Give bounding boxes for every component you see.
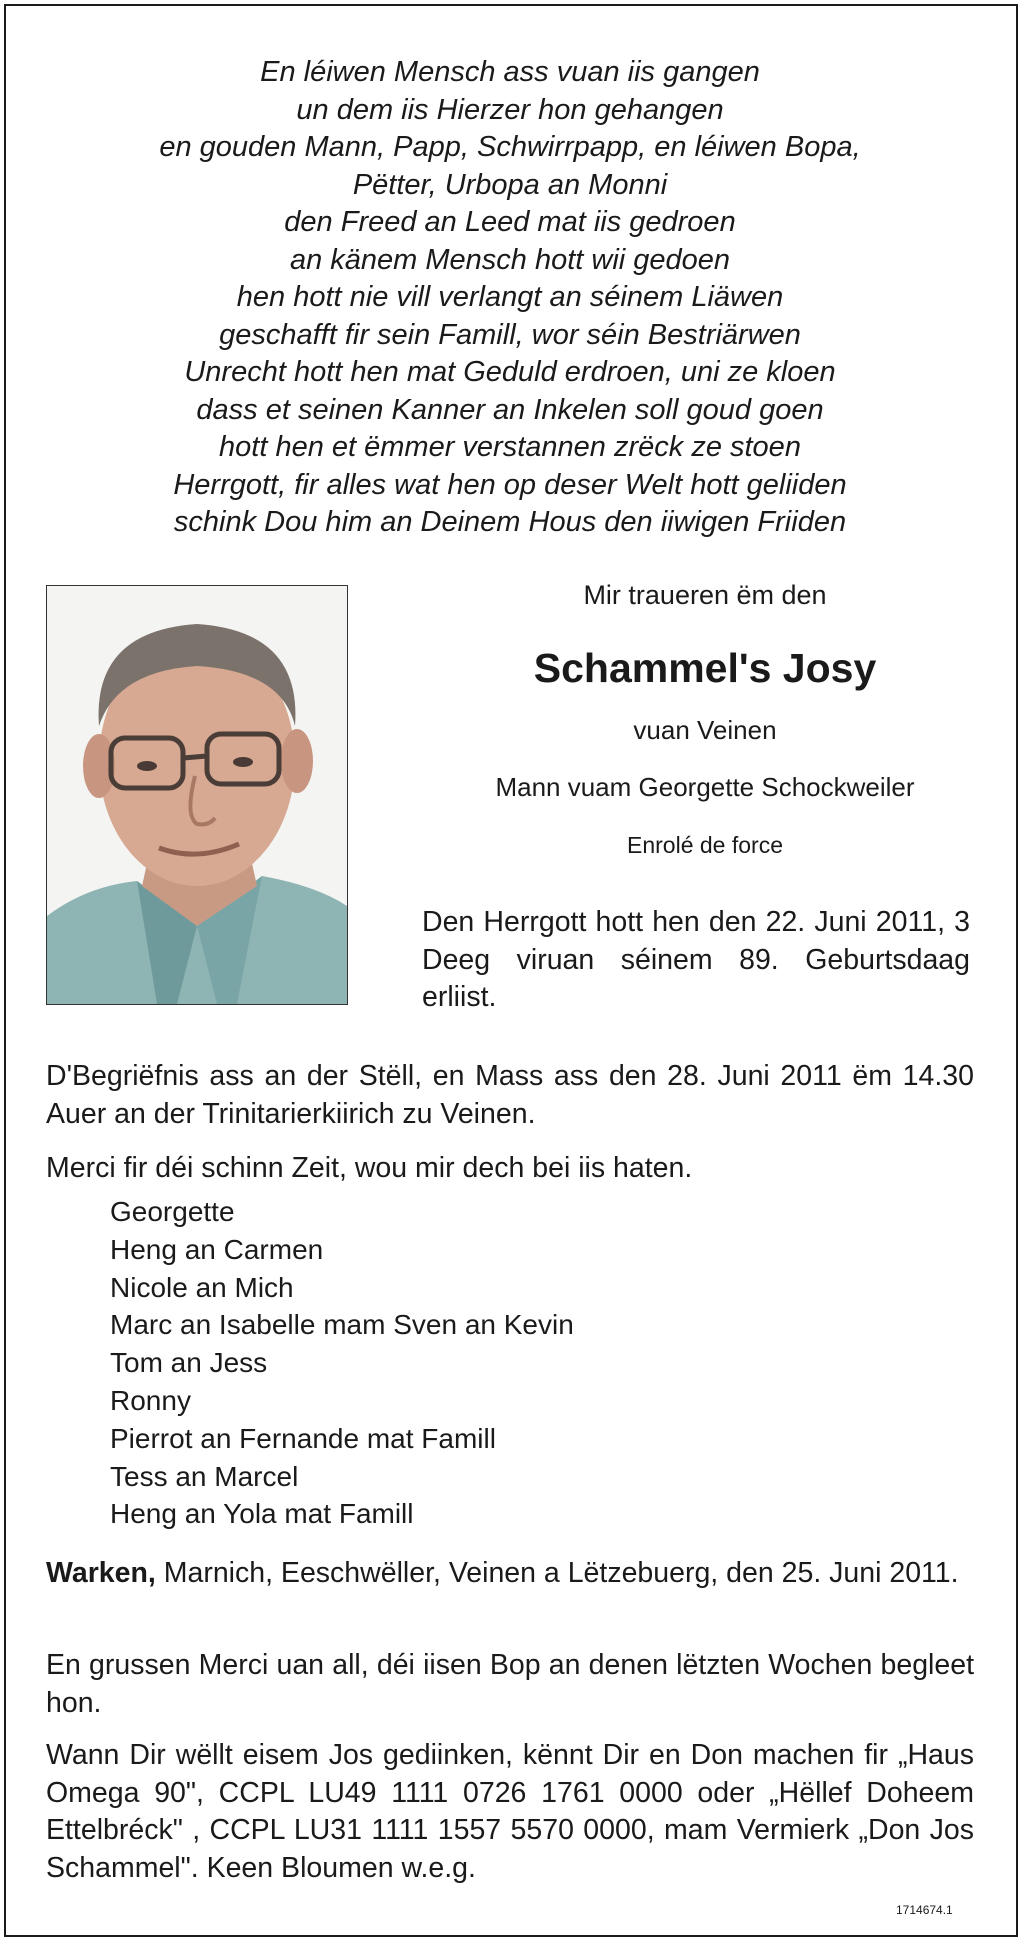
poem-line: Herrgott, fir alles wat hen op deser Welt hott geliiden — [173, 468, 847, 501]
poem-line: an känem Mensch hott wii gedoen — [289, 243, 731, 276]
family-member: Ronny — [110, 1384, 191, 1416]
reference-number: 1714674.1 — [896, 1903, 953, 1917]
death-notice: Den Herrgott hott hen den 22. Juni 2011, 3 Deeg viruan séinem 89. Geburtsdaag erliist. — [422, 906, 970, 1013]
thank-you-note: Merci fir déi schinn Zeit, wou mir dech bei iis haten. — [46, 1152, 693, 1184]
poem-line: un dem iis Hierzer hon gehangen — [296, 93, 724, 126]
poem-line: Pëtter, Urbopa an Monni — [352, 168, 668, 201]
place-bold: Warken, — [46, 1557, 156, 1589]
poem-line: dass et seinen Kanner an Inkelen soll goud goen — [196, 393, 824, 426]
family-member: Tom an Jess — [110, 1347, 268, 1379]
family-member: Pierrot an Fernande mat Famill — [110, 1422, 496, 1454]
deceased-spouse: Mann vuam Georgette Schockweiler — [495, 772, 915, 802]
place-rest: Marnich, Eeschwëller, Veinen a Lëtzebuerg, den 25. Juni 2011. — [155, 1557, 959, 1589]
family-member: Georgette — [110, 1196, 235, 1227]
place-and-date — [46, 1555, 974, 1593]
family-list — [110, 1193, 574, 1533]
funeral-details: D'Begriëfnis ass an der Stëll, en Mass ass den 28. Juni 2011 ëm 14.30 Auer an der Trinitarierkiirich zu Veinen. — [46, 1060, 974, 1130]
poem-line: geschafft fir sein Famill, wor séin Bestriärwen — [219, 318, 801, 351]
family-member: Heng an Yola mat Famill — [110, 1498, 414, 1530]
family-member: Marc an Isabelle mam Sven an Kevin — [110, 1309, 574, 1341]
poem-line: hott hen et ëmmer verstannen zrëck ze stoen — [219, 431, 801, 463]
family-member: Heng an Carmen — [110, 1233, 324, 1265]
portrait-photo — [46, 585, 348, 1005]
portrait-illustration — [47, 586, 347, 1004]
poem-line: En léiwen Mensch ass vuan iis gangen — [260, 56, 760, 88]
poem-line: Unrecht hott hen mat Geduld erdroen, uni ze kloen — [184, 356, 836, 388]
gratitude-note: En grussen Merci uan all, déi iisen Bop an denen lëtzten Wochen begleet hon. — [46, 1649, 974, 1719]
deceased-status: Enrolé de force — [627, 832, 783, 858]
deceased-name: Schammel's Josy — [533, 645, 877, 691]
deceased-origin: vuan Veinen — [633, 715, 777, 745]
poem-line: en gouden Mann, Papp, Schwirrpapp, en léiwen Bopa, — [159, 131, 861, 163]
poem-line: schink Dou him an Deinem Hous den iiwigen Friiden — [173, 506, 847, 538]
donation-note: Wann Dir wëllt eisem Jos gediinken, kënnt Dir en Don machen fir „Haus Omega 90", CCPL LU49 1111 0726 1761 0000 oder „Hëllef Doheem Ettelbréck" , CCPL LU31 1111 1557 5570 0000, mam Vermierk „Don Jos Schammel". Keen Bloumen w.e.g. — [46, 1739, 974, 1884]
memorial-poem — [60, 54, 960, 542]
poem-line: hen hott nie vill verlangt an séinem Liäwen — [236, 281, 784, 313]
family-member: Nicole an Mich — [110, 1271, 294, 1303]
family-member: Tess an Marcel — [110, 1460, 299, 1492]
mourning-intro: Mir traueren ëm den — [583, 580, 827, 610]
poem-line: den Freed an Leed mat iis gedroen — [284, 206, 736, 238]
